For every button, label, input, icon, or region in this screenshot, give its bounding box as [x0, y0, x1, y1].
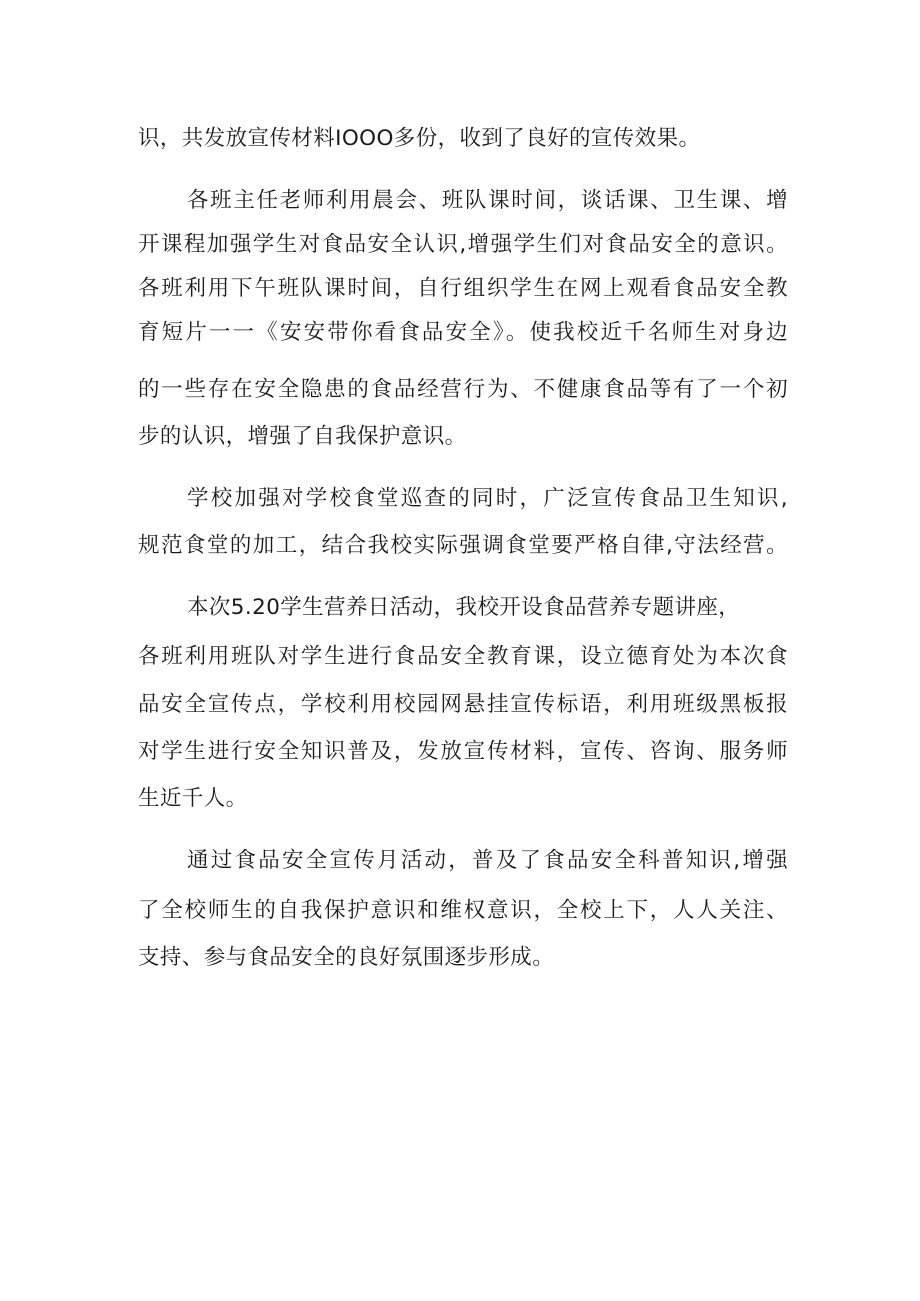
- text-line: 了全校师生的自我保护意识和维权意识，全校上下，人人关注、: [138, 898, 788, 923]
- text-line: 开课程加强学生对食品安全认识,增强学生们对食品安全的意识。: [138, 232, 788, 257]
- text-line: 步的认识，增强了自我保护意识。: [138, 424, 467, 449]
- text-line: 的一些存在安全隐患的食品经营行为、不健康食品等有了一个初: [138, 377, 788, 402]
- text-line: 对学生进行安全知识普及，发放宣传材料，宣传、咨询、服务师: [138, 739, 788, 764]
- text-line: 生近千人。: [138, 786, 248, 811]
- text-line: 支持、参与食品安全的良好氛围逐步形成。: [138, 945, 555, 970]
- text-line: 各班主任老师利用晨会、班队课时间，谈话课、卫生课、增: [187, 188, 788, 213]
- text-line: 各班利用班队对学生进行食品安全教育课，设立德育处为本次食: [138, 644, 788, 669]
- text-line: 规范食堂的加工，结合我校实际强调食堂要严格自律,守法经营。: [138, 533, 788, 558]
- text-line: 通过食品安全宣传月活动，普及了食品安全科普知识,增强: [187, 848, 788, 873]
- text-line: 本次5.20学生营养日活动，我校开设食品营养专题讲座，: [187, 595, 741, 620]
- text-line: 学校加强对学校食堂巡查的同时，广泛宣传食品卫生知识,: [187, 486, 788, 511]
- text-line: 各班利用下午班队课时间，自行组织学生在网上观看食品安全教: [138, 276, 788, 301]
- text-line: 育短片一一《安安带你看食品安全》。使我校近千名师生对身边: [138, 320, 788, 345]
- text-line: 识，共发放宣传材料IOOO多份，收到了良好的宣传效果。: [138, 126, 701, 151]
- text-line: 品安全宣传点，学校利用校园网悬挂宣传标语，利用班级黑板报: [138, 692, 788, 717]
